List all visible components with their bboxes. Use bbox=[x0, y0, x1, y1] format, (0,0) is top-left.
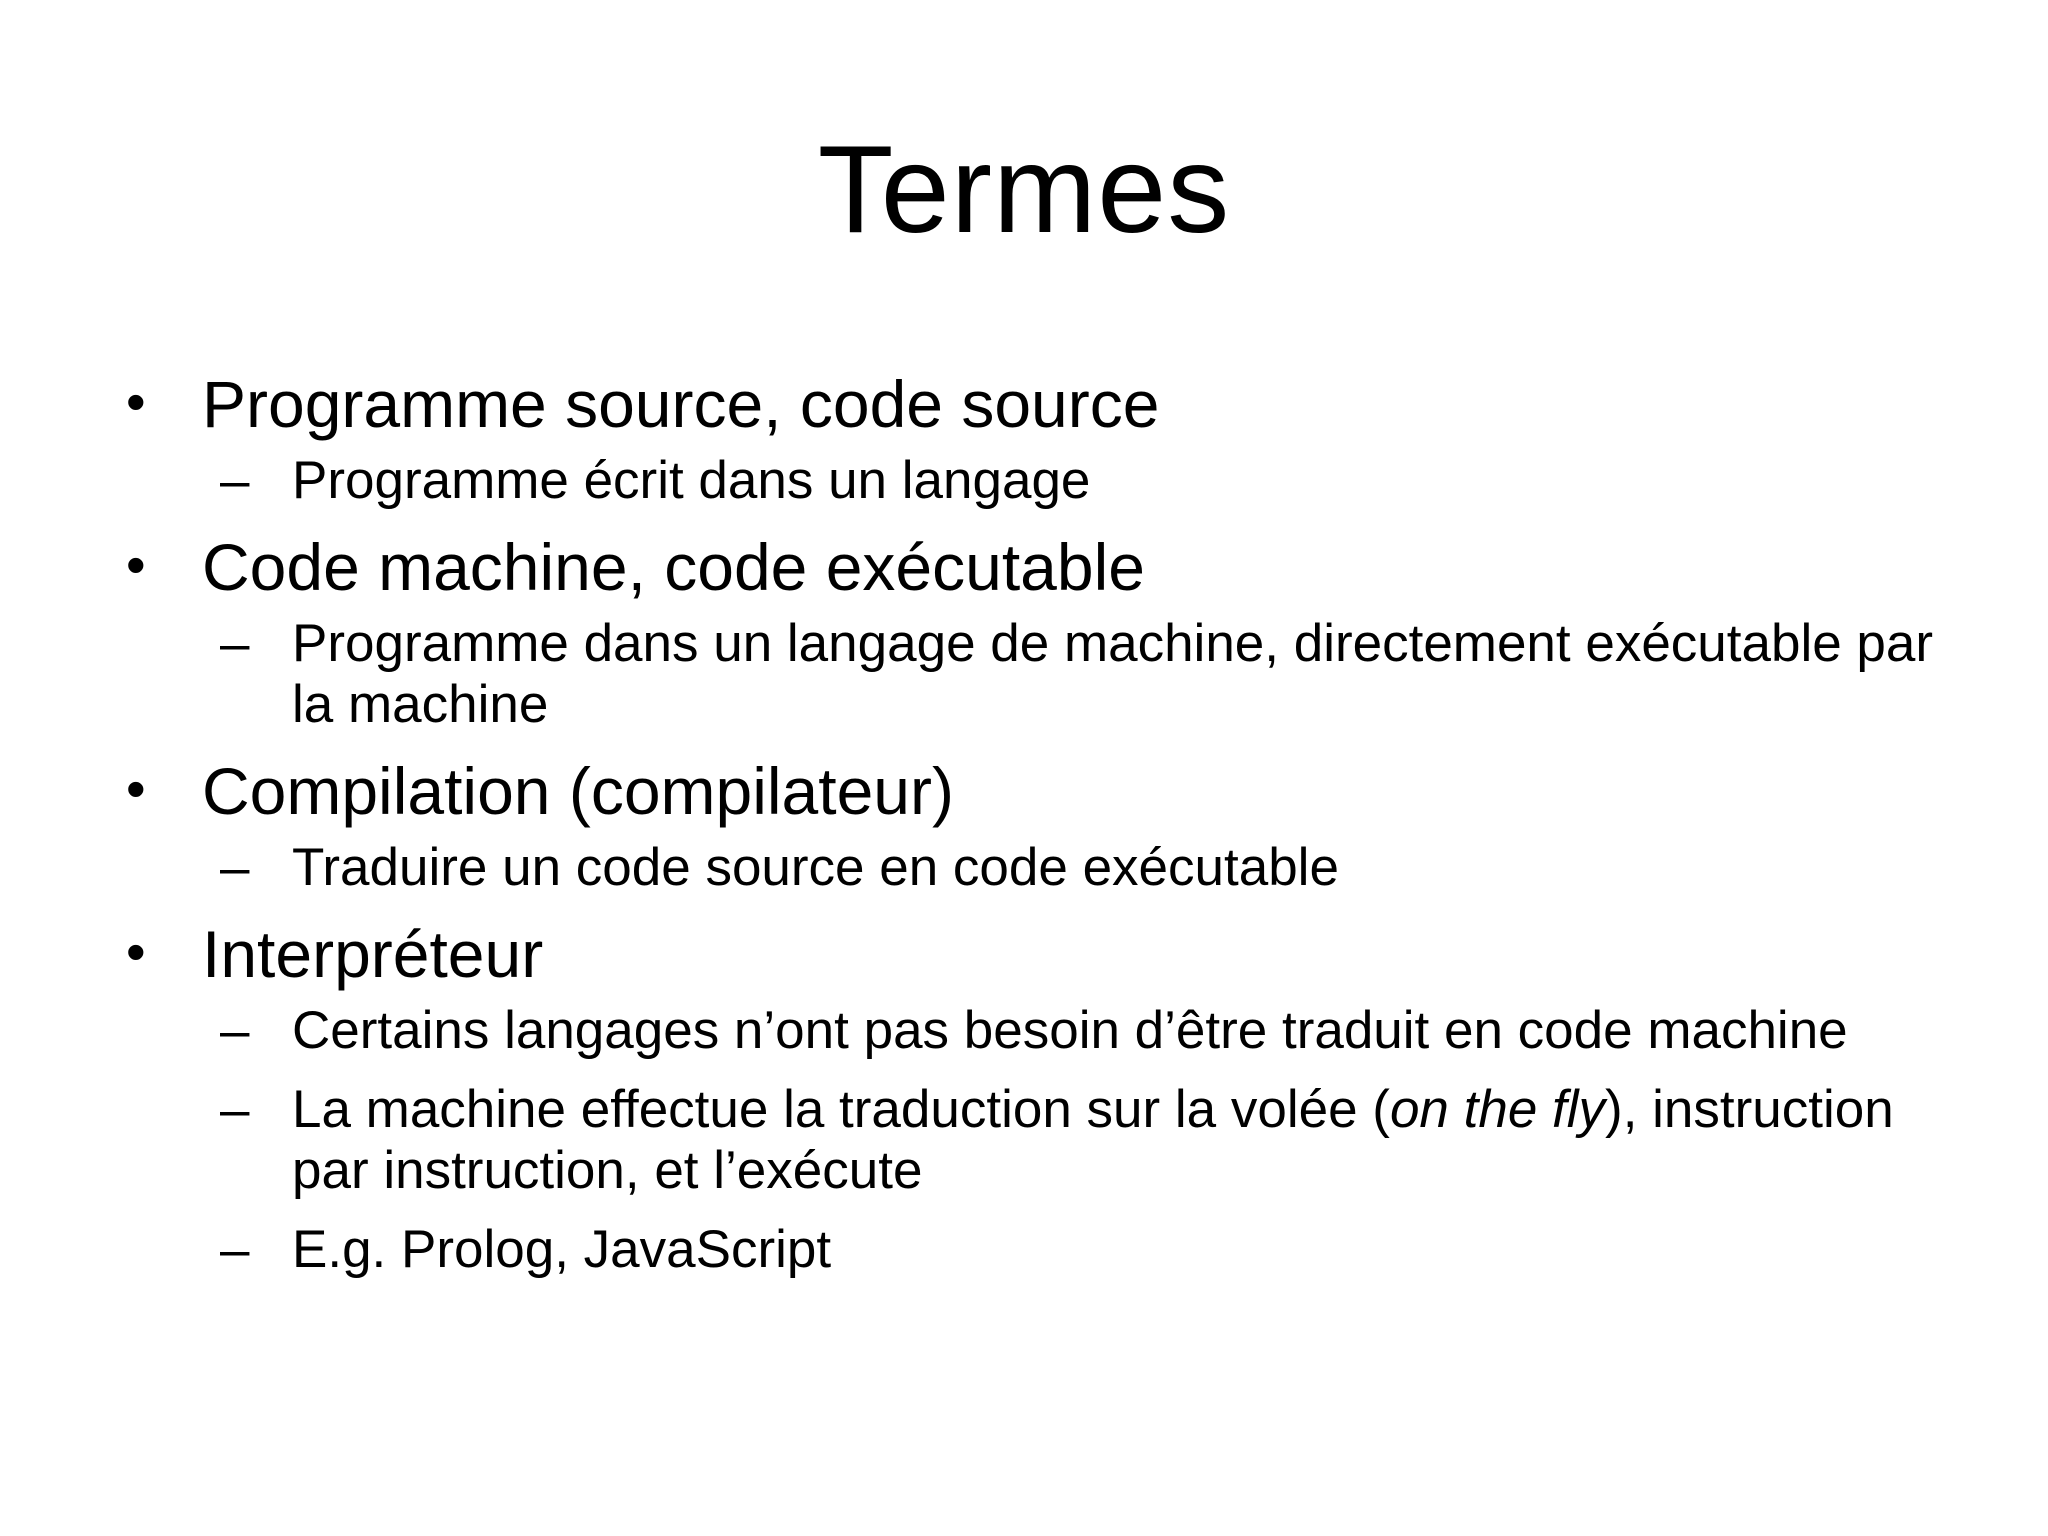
bullet-icon: • bbox=[126, 370, 146, 433]
bullet-text: Compilation (compilateur) bbox=[202, 754, 954, 828]
sub-item bbox=[120, 450, 1960, 511]
sub-item-text-part: La machine effectue la traduction sur la volée ( bbox=[292, 1080, 1390, 1139]
bullet-text: Interpréteur bbox=[202, 917, 544, 991]
sub-item-text: Certains langages n’ont pas besoin d’être traduit en code machine bbox=[292, 1001, 1848, 1060]
dash-icon: – bbox=[220, 451, 250, 510]
bullet-text: Code machine, code exécutable bbox=[202, 530, 1145, 604]
dash-icon: – bbox=[220, 1001, 250, 1060]
slide-title: Termes bbox=[817, 121, 1231, 259]
bullet-list bbox=[120, 364, 1960, 1280]
sub-item-text: Programme écrit dans un langage bbox=[292, 451, 1091, 510]
bullet-item-programme-source bbox=[120, 364, 1960, 444]
sub-item-text-part: ), instruction par instruction, et l’exécute bbox=[292, 1080, 1894, 1200]
sub-item bbox=[120, 1000, 1960, 1061]
dash-icon: – bbox=[220, 614, 250, 673]
sub-item-text: E.g. Prolog, JavaScript bbox=[292, 1220, 832, 1279]
sub-item bbox=[120, 613, 1960, 735]
sub-item bbox=[120, 1219, 1960, 1280]
bullet-icon: • bbox=[126, 757, 146, 820]
sub-item-text: Programme dans un langage de machine, directement exécutable par la machine bbox=[292, 614, 1934, 734]
sub-item-text-italic: on the fly bbox=[1389, 1080, 1606, 1139]
dash-icon: – bbox=[220, 838, 250, 897]
bullet-item-interpreteur bbox=[120, 914, 1960, 994]
bullet-text: Programme source, code source bbox=[202, 367, 1160, 441]
bullet-item-compilation bbox=[120, 751, 1960, 831]
sub-item bbox=[120, 837, 1960, 898]
bullet-item-code-machine bbox=[120, 527, 1960, 607]
dash-icon: – bbox=[220, 1080, 250, 1139]
sub-item-text: Traduire un code source en code exécutable bbox=[292, 838, 1339, 897]
bullet-icon: • bbox=[126, 533, 146, 596]
dash-icon: – bbox=[220, 1220, 250, 1279]
bullet-icon: • bbox=[126, 920, 146, 983]
sub-item bbox=[120, 1079, 1960, 1201]
